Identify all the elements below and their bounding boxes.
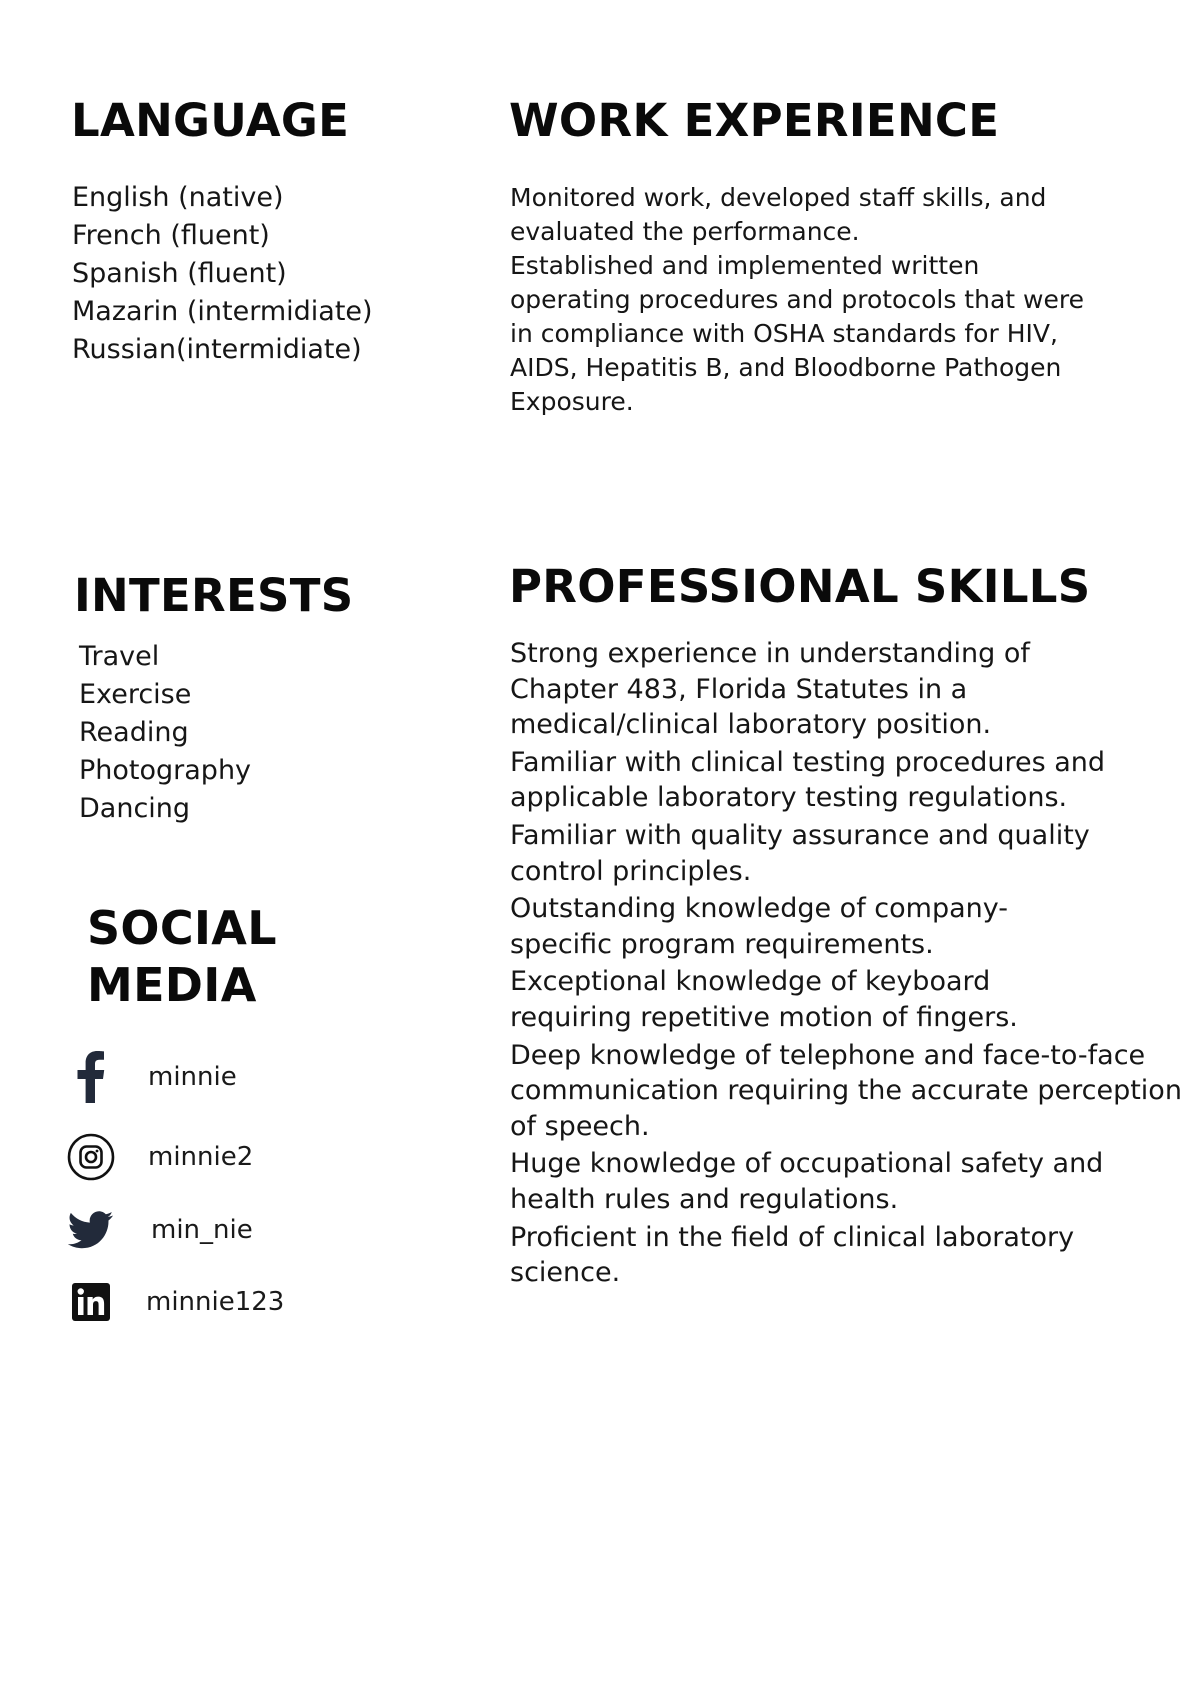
professional-skills-text: [510, 636, 1185, 1293]
language-item: Russian(intermidiate): [72, 334, 362, 365]
interest-item: Reading: [79, 717, 189, 748]
skill-item: Strong experience in understanding of Chapter 483, Florida Statutes in a medical/clinical laboratory position.: [510, 638, 1030, 741]
language-item: Spanish (fluent): [72, 258, 287, 289]
social-media-heading: [87, 900, 277, 1014]
skill-item: Familiar with clinical testing procedures and applicable laboratory testing regulations.: [510, 746, 1106, 814]
interest-item: Exercise: [79, 679, 192, 710]
interest-item: Photography: [79, 755, 252, 786]
language-item: Mazarin (intermidiate): [72, 296, 373, 327]
social-instagram[interactable]: [66, 1127, 254, 1187]
twitter-icon: [66, 1205, 116, 1255]
professional-skills-heading: PROFESSIONAL SKILLS: [509, 560, 1091, 613]
instagram-icon: [66, 1132, 116, 1182]
twitter-handle: min_nie: [151, 1215, 253, 1245]
instagram-handle: minnie2: [148, 1142, 254, 1172]
interest-item: Dancing: [79, 793, 191, 824]
social-facebook[interactable]: [66, 1047, 237, 1107]
skill-item: Familiar with quality assurance and quality control principles.: [510, 819, 1090, 887]
social-twitter[interactable]: [66, 1200, 253, 1260]
facebook-handle: minnie: [148, 1062, 237, 1092]
facebook-icon: [66, 1052, 116, 1102]
social-media-heading-line1: SOCIAL: [87, 901, 277, 955]
language-heading: LANGUAGE: [71, 94, 350, 147]
social-media-heading-line2: MEDIA: [87, 958, 257, 1012]
skill-item: Deep knowledge of telephone and face-to-face communication requiring the accurate perception of speech.: [510, 1039, 1182, 1142]
interest-item: Travel: [79, 641, 160, 672]
interests-list: [79, 638, 251, 828]
language-item: English (native): [72, 182, 284, 213]
skill-item: Proficient in the field of clinical laboratory science.: [510, 1221, 1075, 1289]
language-list: [72, 179, 373, 369]
work-experience-text: [510, 181, 1130, 419]
interests-heading: INTERESTS: [74, 569, 354, 622]
social-linkedin[interactable]: [66, 1272, 285, 1332]
language-item: French (fluent): [72, 220, 270, 251]
linkedin-icon: [66, 1277, 116, 1327]
skill-item: Outstanding knowledge of company-specific program requirements.: [510, 893, 1008, 960]
skill-item: Exceptional knowledge of keyboard requiring repetitive motion of fingers.: [510, 966, 1018, 1033]
work-experience-paragraph: Established and implemented written operating procedures and protocols that were in compliance with OSHA standards for HIV, AIDS, Hepatitis B, and Bloodborne Pathogen Exposure.: [510, 251, 1084, 416]
work-experience-heading: WORK EXPERIENCE: [509, 94, 1000, 147]
skill-item: Huge knowledge of occupational safety and health rules and regulations.: [510, 1148, 1104, 1215]
linkedin-handle: minnie123: [146, 1287, 285, 1317]
work-experience-paragraph: Monitored work, developed staff skills, and evaluated the performance.: [510, 183, 1047, 246]
